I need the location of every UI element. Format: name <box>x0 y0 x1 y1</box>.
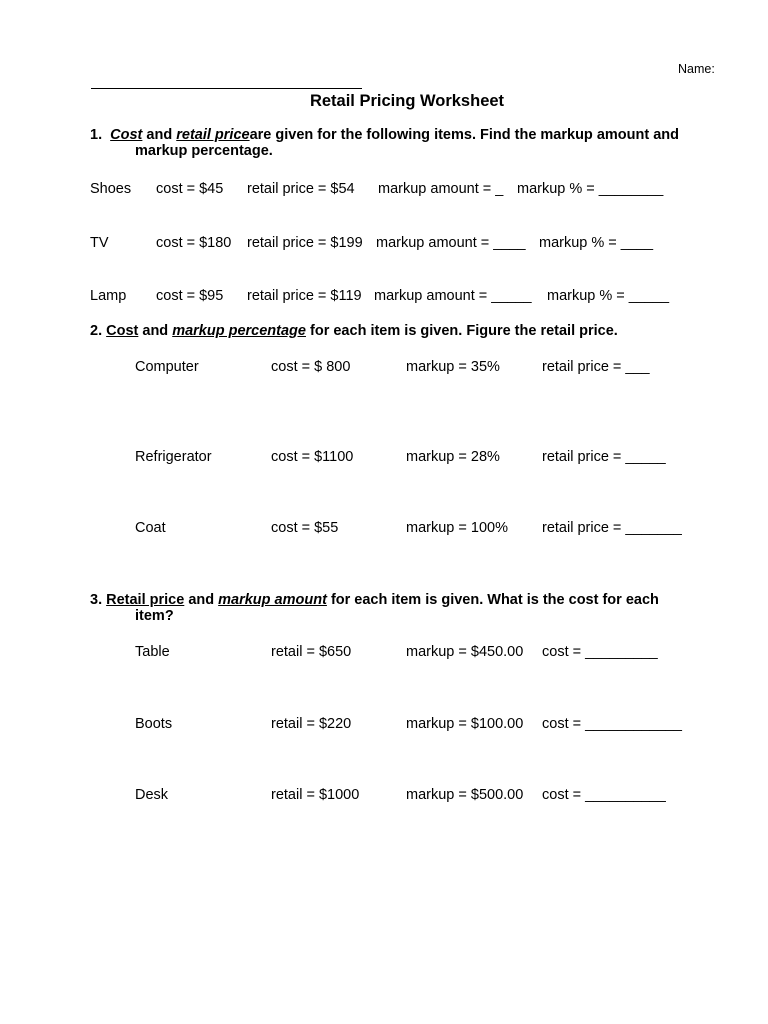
q3-item: Boots <box>135 716 173 732</box>
q2-item: Refrigerator <box>135 449 212 465</box>
q3-item: Table <box>135 644 170 660</box>
question-1-prompt <box>90 127 679 159</box>
q1-markup-amount-blank[interactable]: markup amount = _ <box>378 181 504 197</box>
term-markup-amount: markup amount <box>218 592 327 608</box>
question-number: 1. <box>90 127 103 143</box>
q3-retail: retail = $1000 <box>271 787 360 803</box>
q2-markup: markup = 28% <box>406 449 500 465</box>
q1-markup-amount-blank[interactable]: markup amount = ____ <box>376 235 526 251</box>
prompt-continuation: item? <box>135 608 174 624</box>
term-retail-price: Retail price <box>106 592 185 608</box>
q1-item: TV <box>90 235 109 251</box>
q1-markup-percent-blank[interactable]: markup % = ________ <box>517 181 664 197</box>
q3-cost-blank[interactable]: cost = ____________ <box>542 716 682 732</box>
prompt-text: are given for the following items. Find the markup amount and <box>249 127 679 143</box>
q1-markup-amount-blank[interactable]: markup amount = _____ <box>374 288 532 304</box>
prompt-text: for each item is given. Figure the retail price. <box>310 323 618 339</box>
q2-item: Computer <box>135 359 199 375</box>
q2-markup: markup = 100% <box>406 520 508 536</box>
term-cost: Cost <box>106 323 139 339</box>
name-blank-line <box>91 88 362 89</box>
q2-cost: cost = $1100 <box>271 449 354 465</box>
q1-retail-price: retail price = $119 <box>247 288 362 304</box>
term-retail-price: retail price <box>176 127 250 143</box>
q3-item: Desk <box>135 787 169 803</box>
q3-markup: markup = $450.00 <box>406 644 524 660</box>
q3-markup: markup = $100.00 <box>406 716 524 732</box>
q1-retail-price: retail price = $199 <box>247 235 363 251</box>
term-markup-percentage: markup percentage <box>172 323 306 339</box>
prompt-text: and <box>146 127 173 143</box>
question-number: 2. <box>90 323 103 339</box>
q3-markup: markup = $500.00 <box>406 787 524 803</box>
prompt-text: for each item is given. What is the cost for each <box>330 592 659 608</box>
q3-cost-blank[interactable]: cost = _________ <box>542 644 658 660</box>
q2-markup: markup = 35% <box>406 359 500 375</box>
term-cost: Cost <box>110 127 143 143</box>
prompt-continuation: markup percentage. <box>135 143 273 159</box>
q2-item: Coat <box>135 520 166 536</box>
q1-cost: cost = $45 <box>156 181 224 197</box>
q1-markup-percent-blank[interactable]: markup % = _____ <box>547 288 670 304</box>
prompt-text: and <box>188 592 215 608</box>
question-2-prompt <box>90 323 618 339</box>
question-number: 3. <box>90 592 103 608</box>
q2-cost: cost = $55 <box>271 520 339 536</box>
name-label: Name: <box>678 62 715 76</box>
prompt-text: and <box>142 323 169 339</box>
q1-cost: cost = $180 <box>156 235 232 251</box>
q2-retail-price-blank[interactable]: retail price = _______ <box>542 520 682 536</box>
q3-retail: retail = $650 <box>271 644 352 660</box>
q1-item: Lamp <box>90 288 127 304</box>
question-3-prompt <box>90 592 659 624</box>
page-title: Retail Pricing Worksheet <box>309 92 505 110</box>
q2-cost: cost = $ 800 <box>271 359 351 375</box>
q2-retail-price-blank[interactable]: retail price = ___ <box>542 359 650 375</box>
q3-retail: retail = $220 <box>271 716 352 732</box>
q1-item: Shoes <box>90 181 132 197</box>
q2-retail-price-blank[interactable]: retail price = _____ <box>542 449 666 465</box>
q1-retail-price: retail price = $54 <box>247 181 355 197</box>
q1-cost: cost = $95 <box>156 288 224 304</box>
q3-cost-blank[interactable]: cost = __________ <box>542 787 666 803</box>
q1-markup-percent-blank[interactable]: markup % = ____ <box>539 235 654 251</box>
